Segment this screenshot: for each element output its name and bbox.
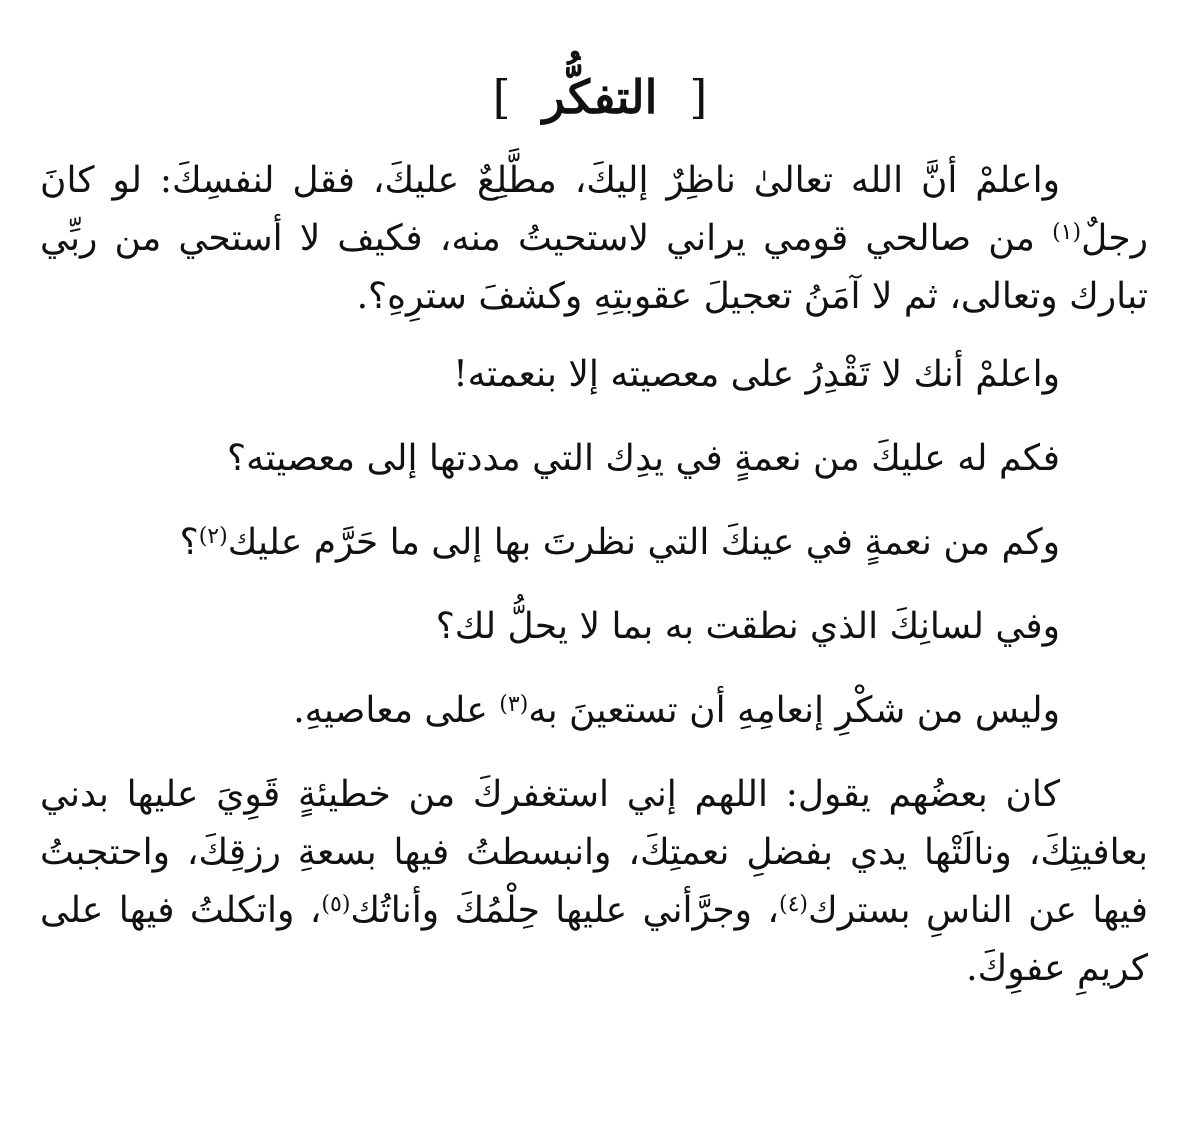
paragraph-6 [40, 682, 1148, 740]
footnote-ref-2: (٢) [198, 524, 228, 549]
paragraph-4-text-a: وكم من نعمةٍ في عينكَ التي نظرتَ بها إلى ما حَرَّم عليك [227, 522, 1060, 563]
title-close-bracket: ] [492, 70, 511, 124]
paragraph-2-text: واعلمْ أنك لا تَقْدِرُ على معصيته إلا بنعمته! [453, 354, 1060, 395]
paragraph-7-text-b: ، وجرَّأني عليها حِلْمُكَ وأناتُك [350, 890, 779, 931]
title-text: التفكُّر [542, 70, 658, 124]
paragraph-spacer [40, 326, 1148, 346]
paragraph-5 [40, 598, 1148, 656]
paragraph-1 [40, 152, 1148, 326]
paragraph-spacer [40, 404, 1148, 430]
paragraph-spacer [40, 656, 1148, 682]
paragraph-spacer [40, 488, 1148, 514]
paragraph-7-text-a: كان بعضُهم يقول: اللهم إني استغفركَ من خطيئةٍ قَوِيَ عليها بدني بعافيتِكَ، ونالَتْها يدي بفضلِ نعمتِكَ، وانبسطتُ فيها بسعةِ رزقِكَ، واحتجبتُ فيها عن الناسِ بسترك [40, 774, 1148, 931]
paragraph-6-text-a: وليس من شكْرِ إنعامِهِ أن تستعينَ به [528, 690, 1060, 731]
paragraph-3 [40, 430, 1148, 488]
paragraph-4-text-b: ؟ [179, 522, 199, 563]
footnote-ref-3: (٣) [499, 692, 529, 717]
paragraph-7 [40, 766, 1148, 998]
paragraph-2 [40, 346, 1148, 404]
body-text [40, 152, 1148, 998]
footnote-ref-1: (١) [1052, 220, 1082, 245]
paragraph-spacer [40, 572, 1148, 598]
title-open-bracket: [ [689, 70, 708, 124]
footnote-ref-5: (٥) [321, 892, 351, 917]
paragraph-5-text: وفي لسانِكَ الذي نطقت به بما لا يحلُّ لك؟ [435, 606, 1060, 647]
paragraph-6-text-b: على معاصيهِ. [293, 690, 500, 731]
chapter-title [0, 62, 1200, 132]
paragraph-1-text-b: من صالحي قومي يراني لاستحيتُ منه، فكيف لا أستحي من ربِّي تبارك وتعالى، ثم لا آمَنُ تعجيلَ عقوبتِهِ وكشفَ سترِهِ؟. [40, 218, 1148, 317]
footnote-ref-4: (٤) [779, 892, 809, 917]
paragraph-3-text: فكم له عليكَ من نعمةٍ في يدِك التي مددتها إلى معصيته؟ [227, 438, 1060, 479]
paragraph-4 [40, 514, 1148, 572]
paragraph-spacer [40, 740, 1148, 766]
paragraph-7-text-c: ، واتكلتُ فيها على كريمِ عفوِكَ. [40, 890, 1148, 989]
paragraph-1-text-a: واعلمْ أنَّ الله تعالىٰ ناظِرٌ إليكَ، مطَّلِعٌ عليكَ، فقل لنفسِكَ: لو كانَ رجلٌ [40, 160, 1148, 259]
